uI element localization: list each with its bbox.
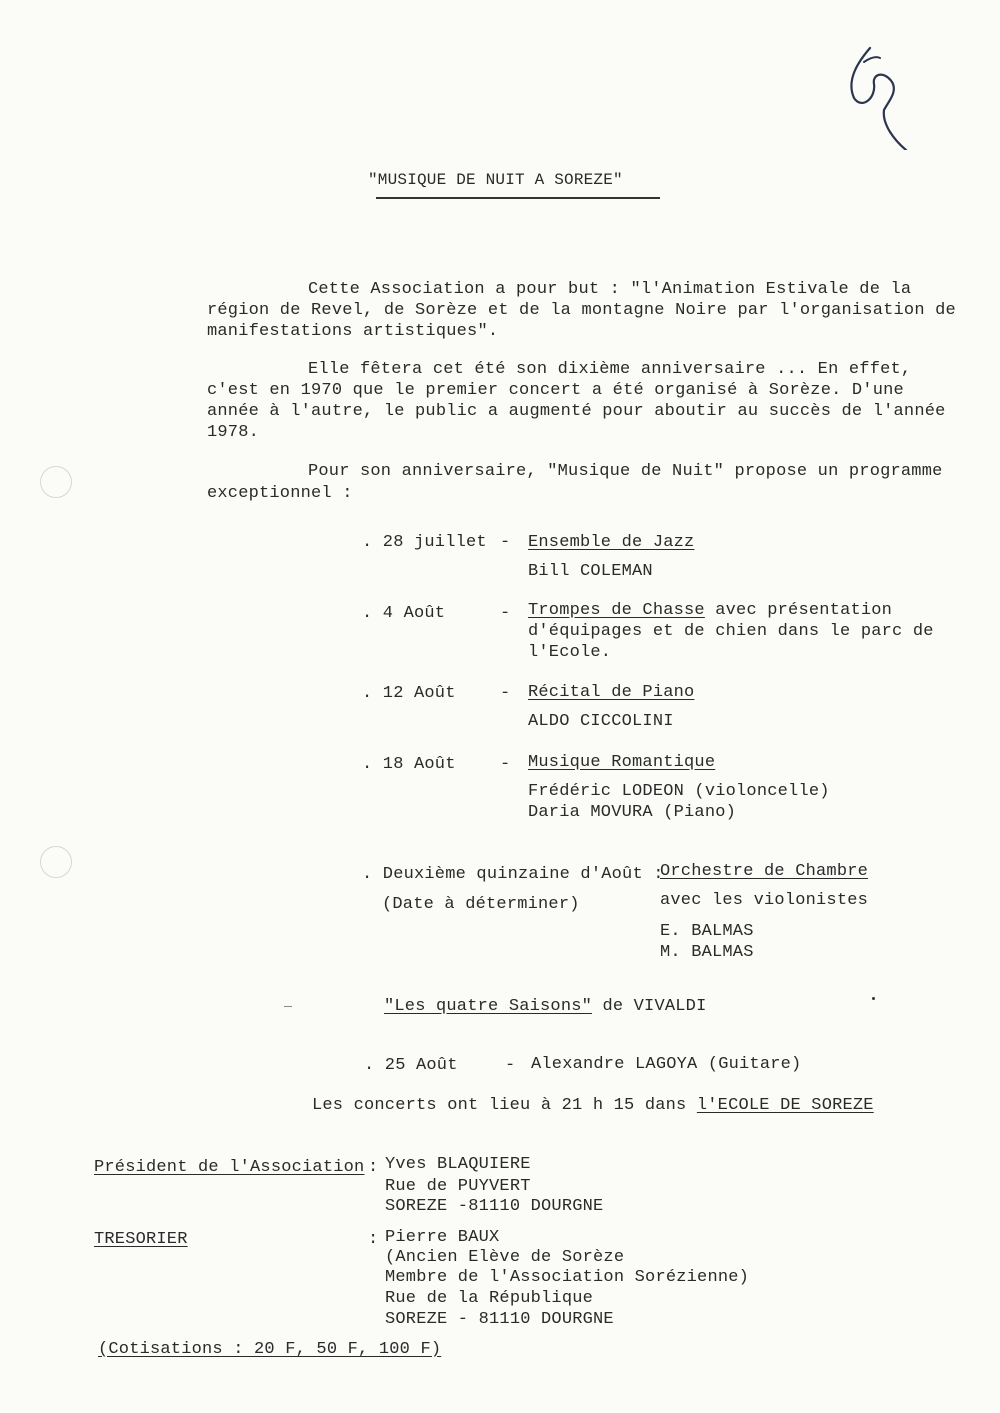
venue-prefix: Les concerts ont lieu à 21 h 15 dans — [312, 1096, 697, 1115]
anniversary-line-2: c'est en 1970 que le premier concert a été organisé à Sorèze. D'une — [207, 381, 904, 400]
guitar-dash: - — [505, 1056, 516, 1075]
event-2-detail-1: avec présentation — [704, 601, 893, 620]
treasurer-line-2: (Ancien Elève de Sorèze — [385, 1248, 625, 1267]
punch-hole-top — [40, 466, 72, 498]
treasurer-line-5: SOREZE - 81110 DOURGNE — [385, 1310, 614, 1329]
anniversary-line-1: Elle fêtera cet été son dixième anniversaire ... En effet, — [308, 360, 912, 379]
president-street: Rue de PUYVERT — [385, 1177, 531, 1196]
venue-place: l'ECOLE DE SOREZE — [696, 1096, 874, 1115]
event-2-detail-3: l'Ecole. — [528, 643, 612, 662]
treasurer-line-4: Rue de la République — [385, 1289, 594, 1308]
margin-dash — [284, 1006, 292, 1007]
president-label: Président de l'Association — [94, 1158, 365, 1177]
president-city: SOREZE -81110 DOURGNE — [385, 1197, 604, 1216]
president-colon: : — [368, 1158, 379, 1177]
event-1-detail: Bill COLEMAN — [528, 562, 653, 581]
anniversary-line-4: 1978. — [207, 423, 260, 442]
event-3-date: . 12 Août — [362, 684, 456, 703]
chamber-date: . Deuxième quinzaine d'Août : — [362, 865, 664, 884]
chamber-date-note: (Date à déterminer) — [382, 895, 580, 914]
event-2-detail-2: d'équipages et de chien dans le parc de — [528, 622, 934, 641]
event-2-line-1 — [528, 601, 892, 621]
event-4-detail-2: Daria MOVURA (Piano) — [528, 803, 737, 822]
chamber-detail-2: E. BALMAS — [660, 922, 754, 941]
guitar-detail: Alexandre LAGOYA (Guitare) — [531, 1055, 802, 1074]
program-intro-line-2: exceptionnel : — [207, 484, 353, 503]
chamber-title: Orchestre de Chambre — [660, 862, 869, 881]
event-4-dash: - — [500, 755, 511, 774]
event-3-title: Récital de Piano — [528, 683, 695, 702]
treasurer-line-3: Membre de l'Association Sorézienne) — [385, 1268, 750, 1287]
treasurer-name: Pierre BAUX — [385, 1228, 500, 1247]
chamber-detail-1: avec les violonistes — [660, 891, 869, 910]
event-3-dash: - — [500, 684, 511, 703]
venue-line — [312, 1096, 874, 1116]
title-underline — [376, 197, 660, 199]
guitar-date: . 25 Août — [364, 1056, 458, 1075]
vivaldi-title: "Les quatre Saisons" — [384, 997, 593, 1016]
president-name: Yves BLAQUIERE — [385, 1155, 531, 1174]
handwritten-mark-icon — [840, 40, 920, 150]
ink-speck — [872, 997, 875, 1000]
event-4-title: Musique Romantique — [528, 753, 716, 772]
dues-note: (Cotisations : 20 F, 50 F, 100 F) — [98, 1340, 442, 1359]
event-1-title: Ensemble de Jazz — [528, 533, 695, 552]
intro-line-2: région de Revel, de Sorèze et de la montagne Noire par l'organisation de — [207, 301, 956, 320]
event-1-dash: - — [500, 533, 511, 552]
event-1-date: . 28 juillet — [362, 533, 487, 552]
event-4-date: . 18 Août — [362, 755, 456, 774]
event-2-date: . 4 Août — [362, 604, 446, 623]
event-2-dash: - — [500, 604, 511, 623]
program-intro-line-1: Pour son anniversaire, "Musique de Nuit" propose un programme — [308, 462, 943, 481]
event-2-title: Trompes de Chasse — [528, 601, 705, 620]
document-title: "MUSIQUE DE NUIT A SOREZE" — [368, 171, 623, 189]
anniversary-line-3: année à l'autre, le public a augmenté pour aboutir au succès de l'année — [207, 402, 946, 421]
intro-line-3: manifestations artistiques". — [207, 322, 499, 341]
intro-line-1: Cette Association a pour but : "l'Animation Estivale de la — [308, 280, 912, 299]
chamber-detail-3: M. BALMAS — [660, 943, 754, 962]
punch-hole-bottom — [40, 846, 72, 878]
event-3-detail: ALDO CICCOLINI — [528, 712, 674, 731]
treasurer-label: TRESORIER — [94, 1230, 188, 1249]
treasurer-colon: : — [368, 1230, 379, 1249]
vivaldi-suffix: de VIVALDI — [592, 997, 707, 1016]
event-4-detail-1: Frédéric LODEON (violoncelle) — [528, 782, 830, 801]
vivaldi-line — [384, 997, 706, 1017]
